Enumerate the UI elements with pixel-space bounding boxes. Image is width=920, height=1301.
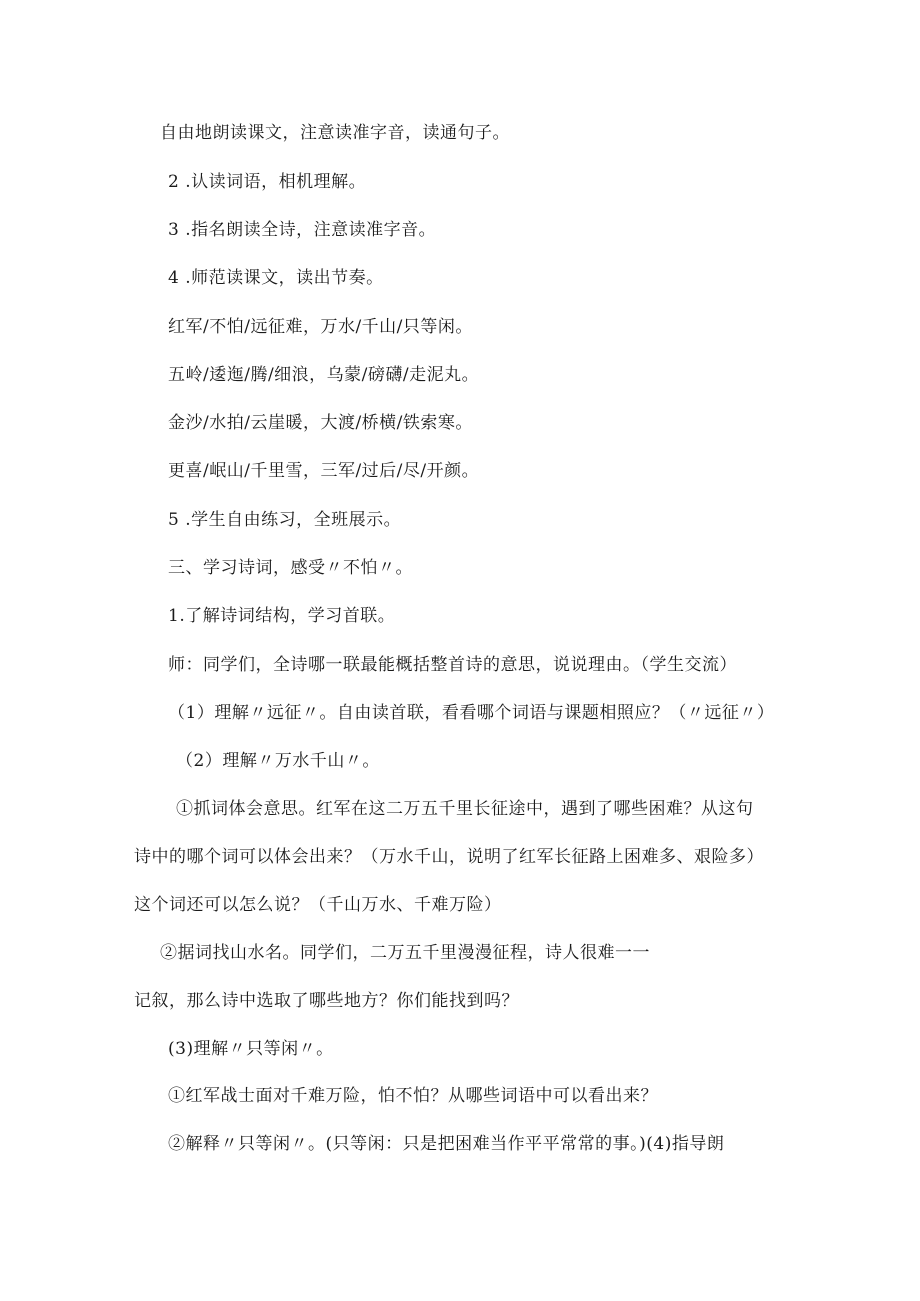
- text-line: 3 .指名朗读全诗，注意读准字音。: [168, 220, 437, 240]
- text-line: 1.了解诗词结构，学习首联。: [168, 606, 396, 626]
- text-line: （1）理解〃远征〃。自由读首联，看看哪个词语与课题相照应？（〃远征〃）: [168, 703, 775, 723]
- text-line: (3)理解〃只等闲〃。: [168, 1039, 334, 1059]
- text-line: 金沙/水拍/云崖暖，大渡/桥横/铁索寒。: [168, 413, 473, 433]
- text-line: 五岭/逶迤/腾/细浪，乌蒙/磅礴/走泥丸。: [168, 365, 480, 385]
- text-line: 诗中的哪个词可以体会出来？（万水千山，说明了红军长征路上困难多、艰险多）: [134, 847, 764, 867]
- text-line: ①抓词体会意思。红军在这二万五千里长征途中，遇到了哪些困难？从这句: [176, 799, 754, 819]
- text-line: 2 .认读词语，相机理解。: [168, 172, 367, 192]
- text-line: 这个词还可以怎么说？（千山万水、千难万险）: [134, 895, 502, 915]
- text-line: （2）理解〃万水千山〃。: [176, 751, 380, 771]
- text-line: ①红军战士面对千难万险，怕不怕？从哪些词语中可以看出来？: [168, 1086, 658, 1106]
- text-line: 自由地朗读课文，注意读准字音，读通句子。: [160, 123, 510, 143]
- text-line: ②据词找山水名。同学们，二万五千里漫漫征程，诗人很难一一: [160, 943, 650, 963]
- text-line: 5 .学生自由练习，全班展示。: [168, 510, 402, 530]
- text-line: 4 .师范读课文，读出节奏。: [168, 268, 384, 288]
- text-line: 红军/不怕/远征难，万水/千山/只等闲。: [168, 317, 473, 337]
- text-line: 记叙，那么诗中选取了哪些地方？你们能找到吗？: [134, 991, 519, 1011]
- text-line: 师：同学们，全诗哪一联最能概括整首诗的意思，说说理由。（学生交流）: [168, 655, 737, 675]
- text-line: 三、学习诗词，感受〃不怕〃。: [168, 558, 413, 578]
- text-line: 更喜/岷山/千里雪，三军/过后/尽/开颜。: [168, 461, 480, 481]
- text-line: ②解释〃只等闲〃。(只等闲：只是把困难当作平平常常的事。)(4)指导朗: [168, 1134, 725, 1154]
